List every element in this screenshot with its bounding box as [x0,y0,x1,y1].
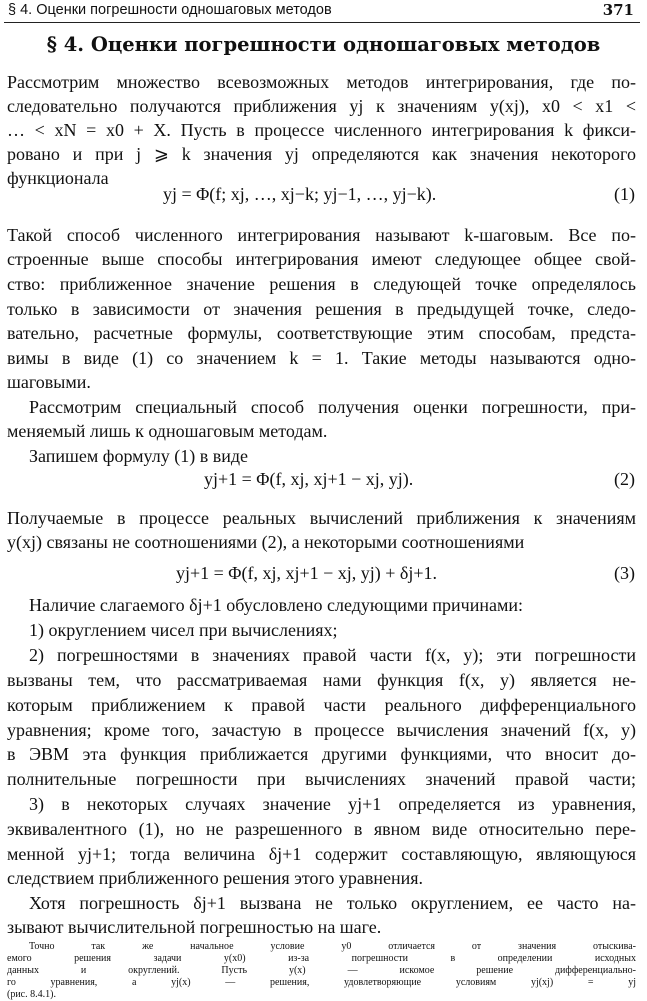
text-line: данных и округлений. Пусть y(x) — искомое решение дифференциально- [7,965,636,976]
text-line: вызваны тем, что рассматриваемая нами функция f(x, y) является не- [7,670,636,690]
text-line: Такой способ численного интегрирования называют k-шаговым. Все по- [7,225,636,245]
running-header [4,0,640,23]
text-line: Хотя погрешность δj+1 вызвана не только округлением, ее часто на- [29,893,636,913]
text-line: строенные выше способы интегрирования имеют следующее общее свой- [7,249,636,269]
text-line: ровано и при j ⩾ k значения yj определяются как значения некоторого [7,144,636,164]
text-line: емого решения задачи y(x0) из-за погрешности в определении исходных [7,953,636,964]
text-line: (рис. 8.4.1). [7,989,56,1000]
text-line: Запишем формулу (1) в виде [29,446,249,466]
text-line: Рассмотрим специальный способ получения оценки погрешности, при- [29,397,636,417]
equation-3: yj+1 = Φ(f, xj, xj+1 − xj, yj) + δj+1. [176,563,438,583]
text-line: уравнения; кроме того, зачастую в процессе вычисления значений f(x, y) [7,720,636,740]
text-line: которым приближением к правой части реального дифференциального [7,695,636,715]
text-line: 2) погрешностями в значениях правой части f(x, y); эти погрешности [29,645,636,665]
page-number: 371 [602,1,634,19]
equation-3-number: (3) [614,563,635,583]
text-line: Наличие слагаемого δj+1 обусловлено следующими причинами: [29,595,523,615]
section-title: § 4. Оценки погрешности одношаговых методов [46,33,601,56]
equation-1-number: (1) [614,184,635,204]
equation-2-number: (2) [614,469,635,489]
text-line: эквивалентного (1), но не разрешенного в явном виде относительно пере- [7,819,636,839]
equation-1: yj = Φ(f; xj, …, xj−k; yj−1, …, yj−k). [163,184,437,204]
text-line: y(xj) связаны не соотношениями (2), а некоторыми соотношениями [7,532,525,552]
text-line: 1) округлением чисел при вычислениях; [29,620,338,640]
text-line: менной yj+1; тогда величина δj+1 содержит составляющую, являющуюся [7,844,636,864]
text-line: только в зависимости от значения решения в предыдущей точке, следо- [7,299,636,319]
text-line: следствием приближенного решения этого уравнения. [7,868,424,888]
text-line: шаговыми. [7,372,91,392]
text-line: зывают вычислительной погрешностью на шаге. [7,917,382,937]
equation-2: yj+1 = Φ(f, xj, xj+1 − xj, yj). [204,469,414,489]
text-line: 3) в некоторых случаях значение yj+1 определяется из уравнения, [29,794,636,814]
text-line: го уравнения, а yj(x) — решения, удовлетворяющие условиям yj(xj) = yj [7,977,636,988]
text-line: в ЭВМ эта функция приближается другими функциями, что вносит до- [7,744,636,764]
text-line: полнительные погрешности при вычислениях значений правой части; [7,769,636,789]
text-line: Рассмотрим множество всевозможных методов интегрирования, где по- [7,72,636,92]
text-line: … < xN = x0 + X. Пусть в процессе численного интегрирования k фикси- [7,120,636,140]
text-line: Получаемые в процессе реальных вычислений приближения к значениям [7,508,636,528]
text-line: ство: приближенное значение решения в следующей точке определялось [7,274,636,294]
text-line: меняемый лишь к одношаговым методам. [7,421,328,441]
running-title: § 4. Оценки погрешности одношаговых методов [8,2,332,18]
text-line: функционала [7,168,109,188]
text-line: вимы в виде (1) со значением k = 1. Такие методы называются одно- [7,348,636,368]
text-line: Точно так же начальное условие y0 отличается от значения отыскива- [29,941,636,952]
text-line: вательно, расчетные формулы, соответствующие этим способам, предста- [7,323,636,343]
text-line: следовательно получаются приближения yj к значениям y(xj), x0 < x1 < [7,96,636,116]
